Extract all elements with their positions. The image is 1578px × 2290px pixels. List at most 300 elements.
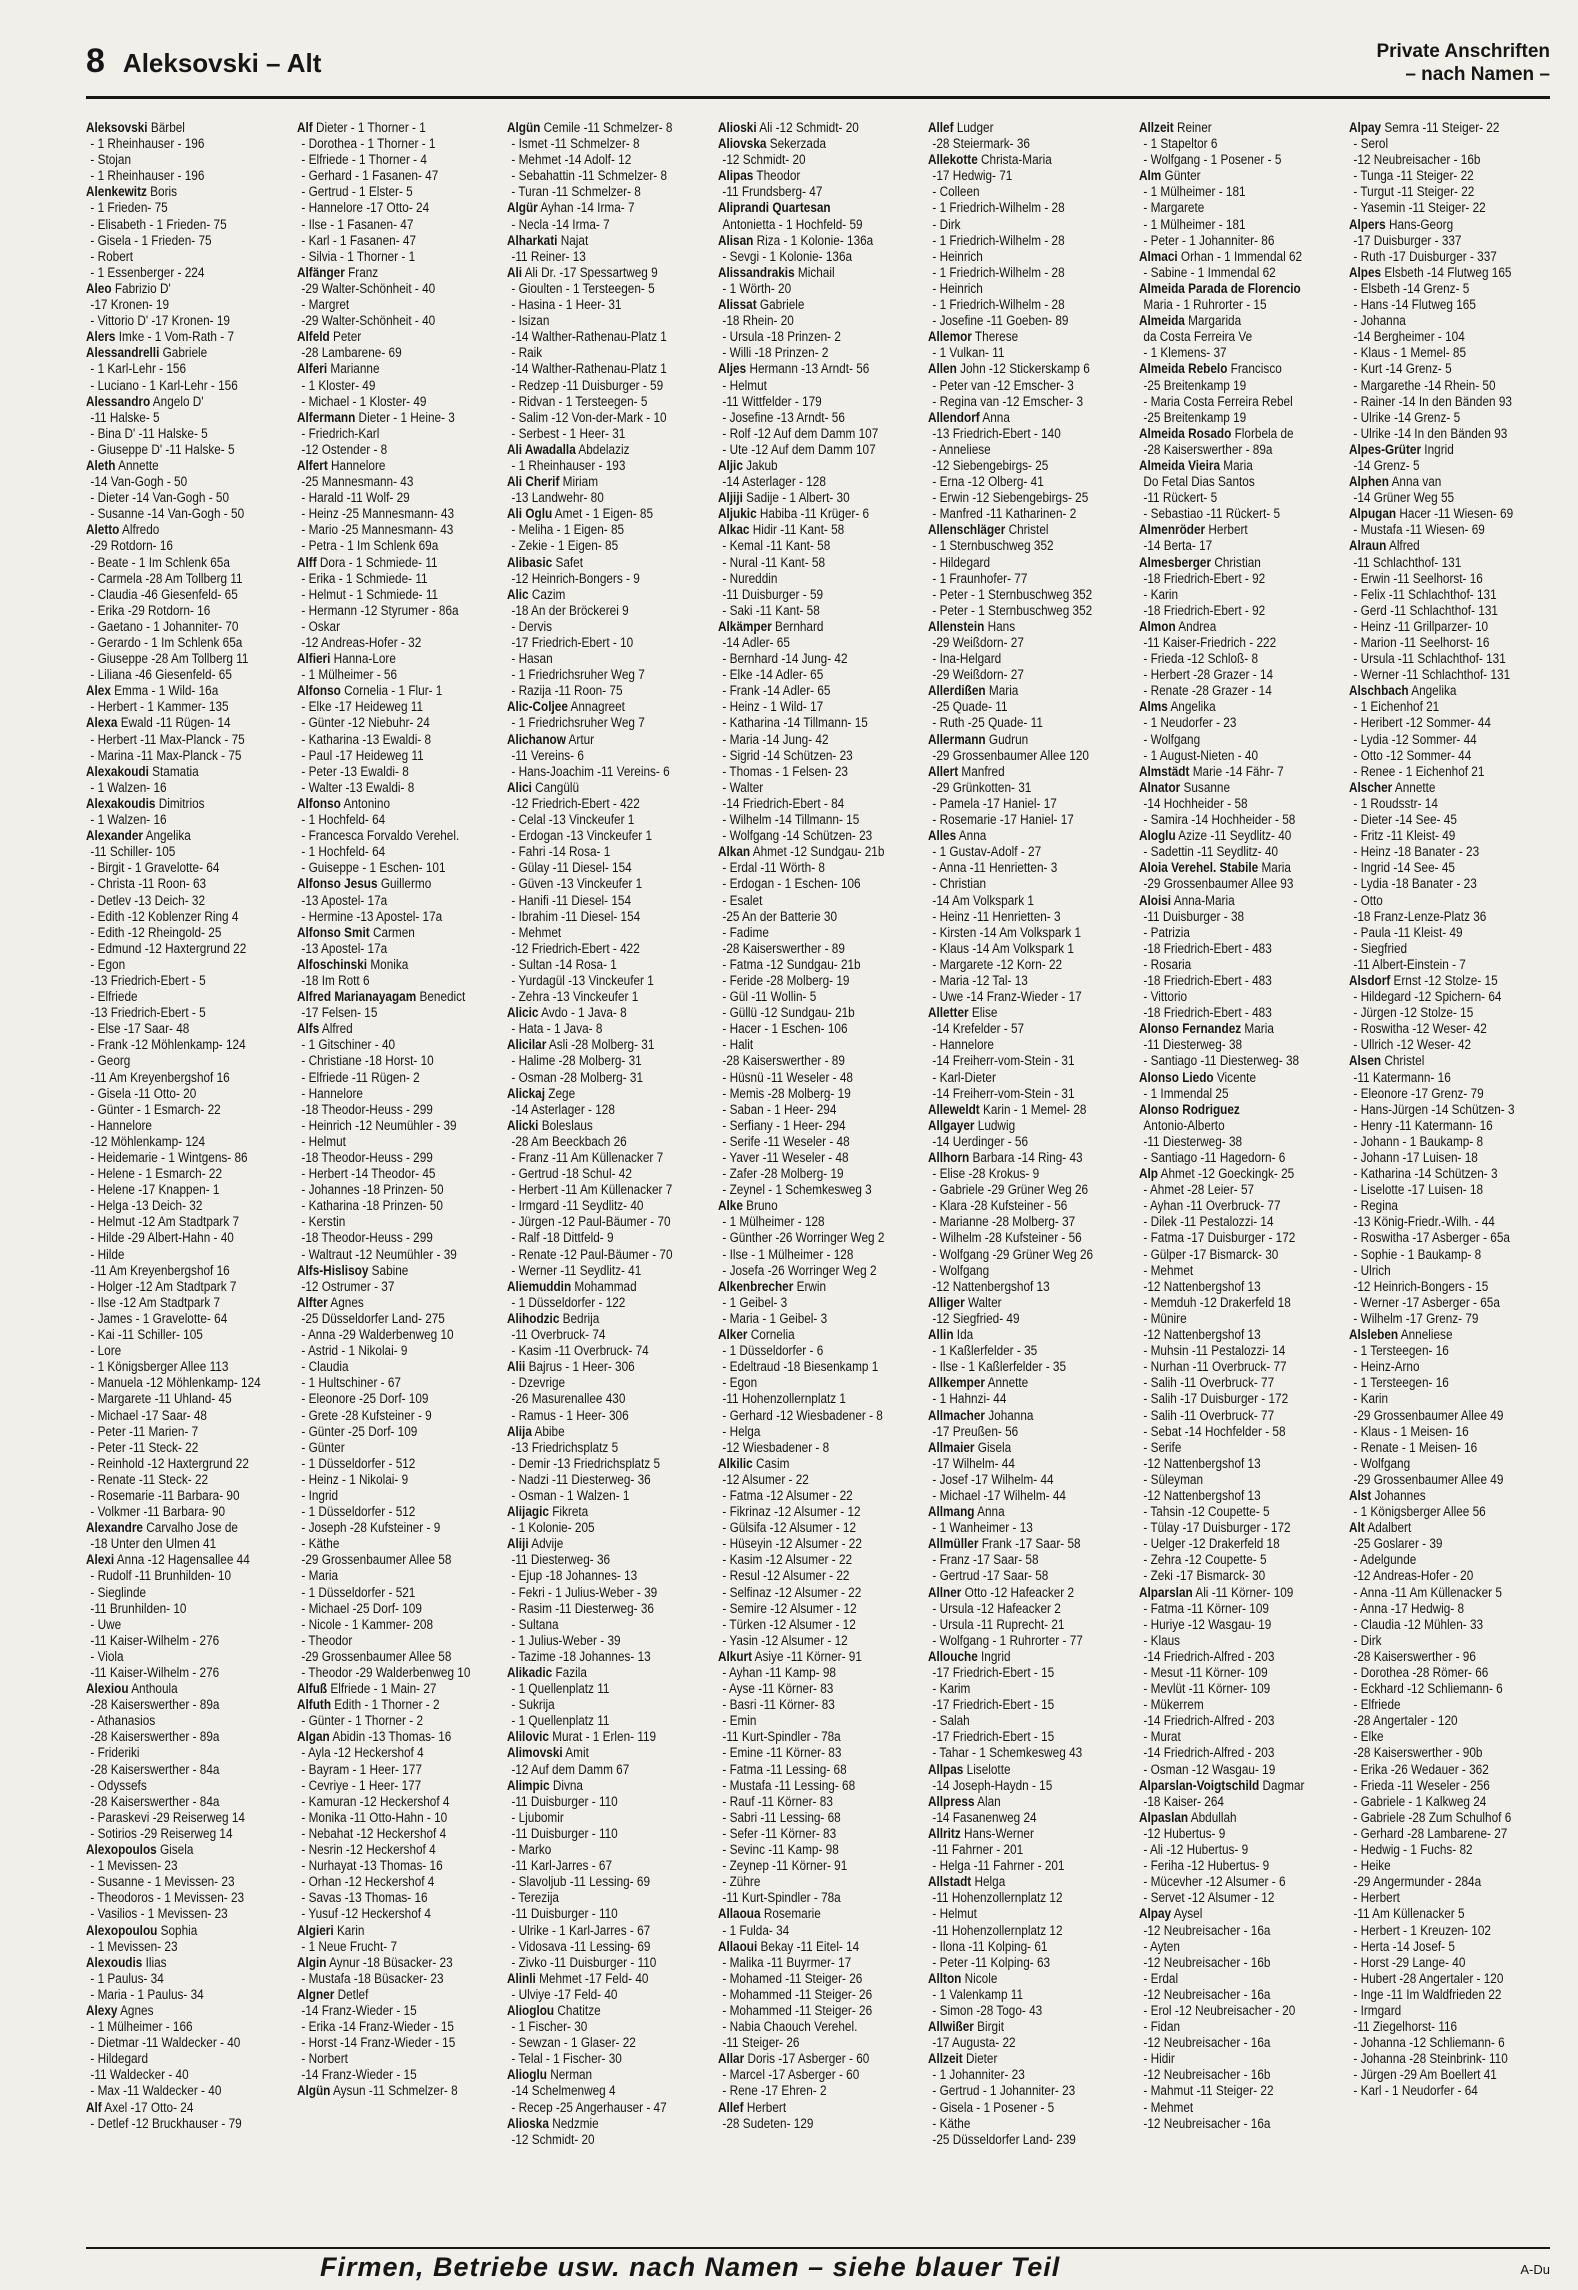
listing-continuation: - Gabriele -29 Grüner Weg 26 (932, 1182, 1089, 1198)
listing-continuation: - Giuseppe D' -11 Halske- 5 (90, 441, 235, 457)
given-name-address: Margarida (1184, 313, 1242, 329)
listing-entry (86, 1955, 262, 1971)
listing-entry (718, 1939, 895, 1955)
listing-entry (1349, 973, 1525, 989)
surname: Allgayer (928, 1117, 975, 1133)
listing-continuation: - Irmgard (1353, 2002, 1402, 2018)
listing-continuation: - Hannelore (300, 1085, 363, 1101)
listing-continuation: - Ilona -11 Kolping- 61 (932, 1938, 1048, 1954)
given-name-address: Anneliese (1398, 1327, 1453, 1343)
surname: Aljukic (717, 506, 757, 522)
listing-continuation: -18 Unter den Ulmen 41 (90, 1536, 217, 1552)
surname: Alpes (1349, 264, 1382, 280)
listing-continuation: - Mehmet (1143, 2099, 1194, 2115)
surname: Alfieri (296, 651, 330, 667)
listing-continuation: - Mahmut -11 Steiger- 22 (1143, 2083, 1274, 2099)
listing-continuation: - Hüseyin -12 Alsumer - 22 (722, 1536, 862, 1552)
listing-continuation: - Günter - 1 Thorner - 2 (300, 1713, 423, 1729)
listing-entry (928, 329, 1104, 345)
given-name-address: Abdullah (1187, 1809, 1237, 1825)
listing-continuation: - Basri -11 Körner- 83 (722, 1697, 835, 1713)
surname: Alf (296, 120, 313, 135)
given-name-address: Karin - 1 Memel- 28 (980, 1101, 1087, 1117)
listing-continuation: - Christian (932, 876, 987, 892)
listing-continuation: - 1 Rheinhauser - 193 (511, 457, 626, 473)
listing-continuation: -12 Alsumer - 22 (722, 1471, 809, 1487)
given-name-address: Habiba -11 Krüger- 6 (756, 506, 869, 522)
listing-entry (1139, 555, 1316, 571)
listing-entry (1349, 217, 1525, 233)
given-name-address: Angelika (1409, 683, 1457, 699)
surname: Allerdißen (928, 683, 986, 699)
listing-continuation: - Maria - 1 Geibel- 3 (722, 1310, 827, 1326)
listing-continuation: - Ilse -12 Am Stadtpark 7 (90, 1294, 221, 1310)
listing-continuation: - Razija -11 Roon- 75 (511, 683, 623, 699)
listing-continuation: - Nabia Chaouch Verehel. (722, 2019, 858, 2035)
listing-continuation: - Heinz -18 Banater - 23 (1353, 844, 1480, 860)
surname: Aletto (86, 522, 120, 538)
listing-continuation: - 1 Eichenhof 21 (1353, 699, 1440, 715)
listing-entry (507, 780, 683, 796)
listing-continuation: -28 Kaiserswerther - 90b (1353, 1745, 1483, 1761)
listing-continuation: - Tahsin -12 Coupette- 5 (1143, 1504, 1270, 1520)
surname: Alioglu (507, 2067, 548, 2083)
given-name-address: Theodor (753, 168, 801, 184)
listing-continuation: Antonio-Alberto (1143, 1117, 1225, 1133)
listing-continuation: - Kemal -11 Kant- 58 (722, 538, 830, 554)
listing-continuation: - Frank -12 Möhlenkamp- 124 (90, 1037, 246, 1053)
surname: Alijagic (507, 1504, 550, 1520)
listing-continuation: -14 Hochheider - 58 (1143, 795, 1248, 811)
listing-continuation: - Fahri -14 Rosa- 1 (511, 844, 611, 860)
listing-continuation: - Herbert - 1 Kammer- 135 (90, 699, 229, 715)
listing-continuation: - Theodor (300, 1632, 352, 1648)
listing-entry (297, 555, 474, 571)
listing-continuation: - Salih -17 Duisburger - 172 (1143, 1391, 1289, 1407)
surname: Alkan (717, 844, 750, 860)
surname: Aljiji (717, 490, 743, 506)
listing-continuation: - Eleonore -17 Grenz- 79 (1353, 1085, 1485, 1101)
listing-continuation: - Gisela - 1 Posener - 5 (932, 2099, 1055, 2115)
listing-continuation: - Mustafa -11 Wiesen- 69 (1353, 522, 1486, 538)
listing-continuation: -11 Duisburger - 110 (511, 1906, 618, 1922)
given-name-address: Divna (549, 1777, 584, 1793)
listing-continuation: -14 Friedrich-Alfred - 203 (1143, 1648, 1275, 1664)
listing-continuation: - Sotirios -29 Reiserweg 14 (90, 1825, 233, 1841)
given-name-address: Murat - 1 Erlen- 119 (549, 1729, 657, 1745)
given-name-address: Christian (1210, 554, 1261, 570)
listing-continuation: - Ridvan - 1 Tersteegen- 5 (511, 393, 648, 409)
listing-continuation: - Detlev -13 Deich- 32 (90, 892, 206, 908)
surname: Aliemuddin (507, 1278, 572, 1294)
surname: Allekotte (928, 152, 979, 168)
listing-continuation: - Mustafa -11 Lessing- 68 (722, 1777, 855, 1793)
listing-continuation: - 1 Mülheimer - 181 (1143, 184, 1246, 200)
listing-continuation: - Sigrid -14 Schützen- 23 (722, 747, 853, 763)
listing-continuation: - Hidir (1143, 2051, 1175, 2067)
listing-continuation: - 1 Essenberger - 224 (90, 264, 205, 280)
listing-continuation: - Zekie - 1 Eigen- 85 (511, 538, 619, 554)
given-name-address: Chatitze (554, 2002, 601, 2018)
listing-continuation: - Dorothea -28 Römer- 66 (1353, 1665, 1489, 1680)
listing-continuation: - Kasim -12 Alsumer - 22 (722, 1552, 852, 1568)
surname: Alichanow (507, 731, 567, 747)
given-name-address: Cornelia - 1 Flur- 1 (340, 683, 442, 699)
listing-continuation: - Dieter -14 Van-Gogh - 50 (90, 490, 230, 506)
listing-continuation: - Yasin -12 Alsumer - 12 (722, 1632, 848, 1648)
listing-continuation: - Herbert - 1 Kreuzen- 102 (1353, 1922, 1492, 1938)
listing-continuation: - Johanna -12 Schliemann- 6 (1353, 2035, 1506, 2051)
listing-continuation: - Anna -11 Am Küllenacker 5 (1353, 1584, 1503, 1600)
listing-entry (718, 2100, 895, 2116)
listing-entry (1139, 168, 1316, 184)
surname: Allzeit (1138, 120, 1174, 135)
given-name-address: Christel (1005, 522, 1049, 538)
listing-continuation: - Karin (1353, 1391, 1389, 1407)
listing-entry (718, 1456, 895, 1472)
surname: Alfonso Smit (296, 924, 370, 940)
listing-continuation: - Uwe -14 Franz-Wieder - 17 (932, 989, 1082, 1005)
listing-entry (1349, 474, 1525, 490)
page-header-right (1376, 40, 1550, 86)
listing-continuation: - Bernhard -14 Jung- 42 (722, 651, 848, 667)
listing-continuation: - Christiane -18 Horst- 10 (300, 1053, 434, 1069)
listing-entry (297, 1021, 474, 1037)
listing-continuation: - 1 Mülheimer - 56 (300, 667, 397, 683)
listing-continuation: -12 Heinrich-Bongers - 9 (511, 570, 640, 586)
listing-continuation: - Salim -12 Von-der-Mark - 10 (511, 409, 667, 425)
surname: Alic (507, 586, 529, 602)
given-name-address: Antonino (340, 795, 390, 811)
listing-continuation: -12 Neubreisacher - 16a (1143, 1986, 1271, 2002)
surname: Ali Oglu (507, 506, 553, 522)
surname: Alf (86, 2099, 102, 2115)
listing-continuation: - 1 Düsseldorfer - 512 (300, 1455, 415, 1471)
listing-entry (1349, 683, 1525, 699)
surname: Alfs-Hislisoy (296, 1262, 368, 1278)
surname: Alexopoulou (86, 1922, 158, 1938)
listing-entry (928, 1826, 1104, 1842)
listing-continuation: - Gül -11 Wollin- 5 (722, 989, 816, 1005)
surname: Allner (928, 1584, 962, 1600)
listing-continuation: -28 Kaiserswerther - 84a (90, 1793, 220, 1809)
listing-continuation: -14 Krefelder - 57 (932, 1021, 1025, 1037)
listing-continuation: -18 Friedrich-Ebert - 92 (1143, 570, 1266, 586)
listing-continuation: -17 Friedrich-Ebert - 10 (511, 635, 634, 650)
surname: Alms (1138, 699, 1168, 715)
listing-continuation: - Gertrud - 1 Johanniter- 23 (932, 2083, 1076, 2099)
listing-continuation: - Detlef -12 Bruckhauser - 79 (90, 2115, 242, 2131)
surname: Alparslan-Voigtschild (1138, 1777, 1260, 1793)
listing-entry (507, 2067, 683, 2083)
listing-continuation: - Roswitha -12 Weser- 42 (1353, 1021, 1488, 1037)
listing-continuation: - Susanne -14 Van-Gogh - 50 (90, 506, 245, 522)
given-name-address: Christel (1381, 1053, 1425, 1069)
surname: Alfuß (296, 1681, 327, 1697)
listing-continuation: - Harald -11 Wolf- 29 (300, 490, 410, 506)
listing-continuation: - Zivko -11 Duisburger - 110 (511, 1954, 657, 1970)
given-name-address: Riza - 1 Kolonie- 136a (753, 232, 873, 248)
listing-continuation: - 1 Düsseldorfer - 521 (300, 1584, 415, 1600)
listing-continuation: -29 Weißdorn- 27 (932, 667, 1025, 683)
listing-continuation: - Horst -14 Franz-Wieder - 15 (300, 2035, 455, 2051)
given-name-address: Elise (968, 1005, 998, 1021)
listing-continuation: -18 An der Bröckerei 9 (511, 602, 629, 618)
listing-continuation: - Kurt -14 Grenz- 5 (1353, 361, 1453, 377)
listing-continuation: - 1 August-Nieten - 40 (1143, 747, 1258, 763)
listing-continuation: - Osman - 1 Walzen- 1 (511, 1487, 630, 1503)
listing-continuation: -12 Wiesbadener - 8 (722, 1439, 829, 1455)
listing-continuation: -28 Kaiserswerther - 96 (1353, 1648, 1477, 1664)
surname: Almeida (1138, 313, 1185, 329)
listing-continuation: -29 Angermunder - 284a (1353, 1874, 1482, 1890)
listing-continuation: - Elfriede -11 Rügen- 2 (300, 1069, 420, 1085)
given-name-address: Cemile -11 Schmelzer- 8 (540, 120, 673, 135)
listing-continuation: Maria - 1 Ruhrorter - 15 (1143, 297, 1267, 313)
given-name-address: Zege (545, 1085, 576, 1101)
given-name-address: Angelika (1167, 699, 1216, 715)
listing-column (297, 120, 498, 2200)
listing-continuation: - Gerardo - 1 Im Schlenk 65a (90, 635, 243, 650)
listing-continuation: - Vittorio D' -17 Kronen- 19 (90, 313, 230, 329)
listing-continuation: -12 Andreas-Hofer - 20 (1353, 1568, 1474, 1584)
footer-code: A-Du (1520, 2262, 1550, 2277)
listing-continuation: - Sevgi - 1 Kolonie- 136a (722, 248, 852, 264)
listing-entry (507, 474, 683, 490)
footer-banner: Firmen, Betriebe usw. nach Namen – siehe blauer Teil (320, 2252, 1061, 2282)
listing-continuation: - 1 Tersteegen- 16 (1353, 1375, 1450, 1391)
listing-continuation: - Walter -13 Ewaldi- 8 (300, 779, 414, 795)
listing-entry (507, 1536, 683, 1552)
listing-continuation: - Emin (722, 1713, 757, 1729)
listing-continuation: -12 Hubertus- 9 (1143, 1825, 1226, 1841)
listing-continuation: - Karim (932, 1681, 971, 1697)
listing-continuation: - Dilek -11 Pestalozzi- 14 (1143, 1214, 1274, 1230)
listing-continuation: -28 Steiermark- 36 (932, 136, 1031, 152)
listing-continuation: -14 Joseph-Haydn - 15 (932, 1777, 1053, 1793)
listing-continuation: - Memis -28 Molberg- 19 (722, 1085, 851, 1101)
listing-continuation: - Elsbeth -14 Grenz- 5 (1353, 280, 1470, 296)
listing-continuation: - Ingrid -14 See- 45 (1353, 860, 1456, 876)
surname: Allritz (928, 1825, 962, 1841)
surname: Alii (507, 1359, 526, 1375)
listing-continuation: -12 Heinrich-Bongers - 15 (1353, 1278, 1489, 1294)
listing-continuation: - Zehra -13 Vinckeufer 1 (511, 989, 639, 1005)
given-name-address: Asiye -11 Körner- 91 (751, 1648, 862, 1664)
listing-entry (86, 1681, 262, 1697)
listing-continuation: - Serife -11 Weseler - 48 (722, 1133, 850, 1149)
given-name-address: Herbert (1204, 522, 1248, 538)
listing-entry (86, 345, 262, 361)
listing-continuation: -13 Friedrich-Ebert - 140 (932, 425, 1062, 441)
listing-entry (1139, 522, 1316, 538)
listing-continuation: - Monika -11 Otto-Hahn - 10 (300, 1809, 447, 1825)
listing-continuation: - Edeltraud -18 Biesenkamp 1 (722, 1359, 879, 1375)
listing-continuation: -14 Van-Gogh - 50 (90, 474, 188, 490)
listing-continuation: -11 Hohenzollernplatz 12 (932, 1922, 1063, 1938)
listing-continuation: - Malika -11 Buyrmer- 17 (722, 1954, 851, 1970)
listing-continuation: - Max -11 Waldecker - 40 (90, 2083, 222, 2099)
given-name-address: Maria (985, 683, 1019, 699)
given-name-address: Ali Dr. -17 Spessartweg 9 (522, 264, 658, 280)
listing-continuation: - Peter - 1 Sternbuschweg 352 (932, 586, 1093, 602)
listing-continuation: - Gerhard -28 Lambarene- 27 (1353, 1825, 1508, 1841)
listing-continuation: - Willi -18 Prinzen- 2 (722, 345, 829, 361)
given-name-address: Benedict (415, 989, 465, 1005)
listing-continuation: - Ursula -18 Prinzen- 2 (722, 329, 841, 345)
listing-entry (1139, 313, 1316, 329)
listing-continuation: - Beate - 1 Im Schlenk 65a (90, 554, 230, 570)
listing-continuation: - Eckhard -12 Schliemann- 6 (1353, 1681, 1504, 1697)
listing-continuation: - 1 Düsseldorfer - 122 (511, 1294, 626, 1310)
listing-continuation: - Celal -13 Vinckeufer 1 (511, 812, 635, 828)
surname: Alicilar (507, 1037, 547, 1053)
listing-entry (928, 2051, 1104, 2067)
listing-continuation: - 1 Walzen- 16 (90, 812, 167, 828)
listing-continuation: -25 Goslarer - 39 (1353, 1536, 1443, 1552)
listing-continuation: - Wolfgang -14 Schützen- 23 (722, 828, 872, 844)
given-name-address: Karin (333, 1922, 365, 1938)
listing-continuation: -12 Nattenbergshof 13 (1143, 1487, 1261, 1503)
given-name-address: Fabrizio D' (111, 280, 171, 296)
given-name-address: Elfriede - 1 Main- 27 (326, 1681, 437, 1697)
listing-continuation: - Carmela -28 Am Tollberg 11 (90, 570, 243, 586)
listing-continuation: - Herta -14 Josef- 5 (1353, 1938, 1456, 1954)
listing-entry (297, 989, 474, 1005)
listing-continuation: -13 Friedrich-Ebert - 5 (90, 1005, 206, 1021)
listing-entry (928, 764, 1104, 780)
given-name-address: Axel -17 Otto- 24 (101, 2099, 194, 2115)
listing-continuation: - 1 Immendal 25 (1143, 1085, 1229, 1101)
surname: Alimovski (507, 1745, 563, 1761)
listing-continuation: -11 Schlachthof- 131 (1353, 554, 1462, 570)
listing-continuation: - Nebahat -12 Heckershof 4 (300, 1825, 446, 1841)
surname: Aliovska (717, 136, 767, 152)
listing-continuation: - Patrizia (1143, 924, 1190, 940)
listing-continuation: - Rosemarie -11 Barbara- 90 (90, 1487, 240, 1503)
listing-continuation: -18 Franz-Lenze-Platz 36 (1353, 908, 1487, 924)
listing-continuation: -11 Rückert- 5 (1143, 490, 1218, 506)
given-name-address: Ludwig (974, 1117, 1016, 1133)
listing-continuation: - Josef -17 Wilhelm- 44 (932, 1471, 1054, 1487)
listing-continuation: - Telal - 1 Fischer- 30 (511, 2051, 623, 2067)
listing-entry (928, 732, 1104, 748)
listing-continuation: - Osman -12 Wasgau- 19 (1143, 1761, 1276, 1777)
given-name-address: Andrea (1175, 618, 1217, 634)
listing-continuation: - Mustafa -18 Büsacker- 23 (300, 1970, 444, 1986)
listing-entry (297, 329, 474, 345)
listing-entry (928, 152, 1104, 168)
surname: Alimpic (507, 1777, 550, 1793)
listing-continuation: - 1 Mülheimer - 166 (90, 2019, 193, 2035)
listing-continuation: - Hacer - 1 Eschen- 106 (722, 1021, 848, 1037)
listing-continuation: -29 Rotdorn- 16 (90, 538, 173, 554)
surname: Algin (296, 1954, 327, 1970)
listing-continuation: - Wolfgang (1353, 1455, 1411, 1471)
listing-continuation: -11 Brunhilden- 10 (90, 1600, 187, 1616)
listing-entry (1139, 860, 1316, 876)
listing-continuation: - Zeynep -11 Körner- 91 (722, 1858, 847, 1874)
given-name-address: Hans-Georg (1386, 216, 1454, 232)
listing-continuation: - 1 Hultschiner - 67 (300, 1375, 401, 1391)
surname: Alpay (1138, 1906, 1171, 1922)
surname: Alp (1138, 1166, 1158, 1182)
listing-continuation: - Thomas - 1 Felsen- 23 (722, 763, 848, 779)
listing-entry (297, 683, 474, 699)
listing-continuation: - Hilde -29 Albert-Hahn - 40 (90, 1230, 234, 1246)
given-name-address: Dieter - 1 Thorner - 1 (312, 120, 426, 135)
listing-continuation: -11 Vereins- 6 (511, 747, 585, 763)
listing-continuation: - Anna -29 Walderbenweg 10 (300, 1327, 454, 1343)
listing-continuation: - Erwin -11 Seelhorst- 16 (1353, 570, 1484, 586)
given-name-address: Günter (1161, 168, 1201, 184)
listing-continuation: - 1 Karl-Lehr - 156 (90, 361, 187, 377)
surname: Alici (507, 779, 533, 795)
listing-continuation: - Erdogan - 1 Eschen- 106 (722, 876, 861, 892)
listing-continuation: - Herbert -14 Theodor- 45 (300, 1166, 436, 1182)
listing-continuation: -12 Siebengebirgs- 25 (932, 457, 1049, 473)
given-name-address: Boris (146, 184, 178, 200)
surname: Alscher (1349, 779, 1393, 795)
listing-continuation: - Güllü -12 Sundgau- 21b (722, 1005, 855, 1021)
listing-entry (1139, 828, 1316, 844)
listing-continuation: - Regina (1353, 1198, 1399, 1214)
given-name-address: Stamatia (148, 763, 199, 779)
surname: Alioska (507, 2115, 550, 2131)
listing-entry (86, 184, 262, 200)
listing-continuation: - Christa -11 Roon- 63 (90, 876, 207, 892)
given-name-address: Anna van (1389, 474, 1442, 490)
given-name-address: Florbela de (1231, 425, 1294, 441)
listing-continuation: -25 Düsseldorfer Land- 239 (932, 2131, 1077, 2147)
listing-continuation: - Heinrich -12 Neumühler - 39 (300, 1117, 457, 1133)
listing-continuation: - Egon (90, 956, 126, 972)
surname: Alliger (928, 1294, 965, 1310)
surname: Aljes (717, 361, 746, 377)
surname: Aliji (507, 1536, 529, 1552)
surname: Alexander (86, 828, 143, 844)
listing-continuation: -17 Friedrich-Ebert - 15 (932, 1697, 1055, 1713)
listing-continuation: - Otto -12 Sommer- 44 (1353, 747, 1472, 763)
listing-continuation: - Elisabeth - 1 Frieden- 75 (90, 216, 227, 232)
surname: Aleo (86, 280, 112, 296)
listing-continuation: - Birgit - 1 Gravelotte- 64 (90, 860, 220, 876)
surname: Almstädt (1138, 763, 1190, 779)
listing-continuation: - Margarete -12 Korn- 22 (932, 956, 1063, 972)
given-name-address: Gudrun (985, 731, 1029, 747)
listing-continuation: - Erwin -12 Siebengebirgs- 25 (932, 490, 1089, 506)
listing-continuation: -29 Grossenbaumer Allee 49 (1353, 1407, 1504, 1423)
given-name-address: Anthoula (128, 1681, 178, 1697)
listing-continuation: -11 Kaiser-Wilhelm - 276 (90, 1632, 220, 1648)
surname: Alkurt (717, 1648, 752, 1664)
listing-entry (507, 555, 683, 571)
listing-continuation: - 1 Gustav-Adolf - 27 (932, 844, 1042, 860)
listing-entry (1139, 1070, 1316, 1086)
listing-continuation: - 1 Roudsstr- 14 (1353, 795, 1439, 811)
listing-continuation: -14 Walther-Rathenau-Platz 1 (511, 329, 667, 345)
listing-continuation: - Wolfgang - 1 Ruhrorter - 77 (932, 1632, 1084, 1648)
listing-continuation: - Manfred -11 Katharinen- 2 (932, 506, 1077, 522)
given-name-address: Ewald -11 Rügen- 14 (117, 715, 231, 731)
listing-continuation: - Gioulten - 1 Tersteegen- 5 (511, 280, 655, 296)
surname: Ali Awadalla (507, 441, 576, 457)
surname: Allmaier (928, 1439, 975, 1455)
listing-continuation: - Giuseppe -28 Am Tollberg 11 (90, 651, 249, 667)
listing-continuation: - Liliana -46 Giesenfeld- 65 (90, 667, 232, 683)
listing-continuation: - Tunga -11 Steiger- 22 (1353, 168, 1475, 184)
listing-continuation: - Heinz -11 Grillparzer- 10 (1353, 618, 1489, 634)
